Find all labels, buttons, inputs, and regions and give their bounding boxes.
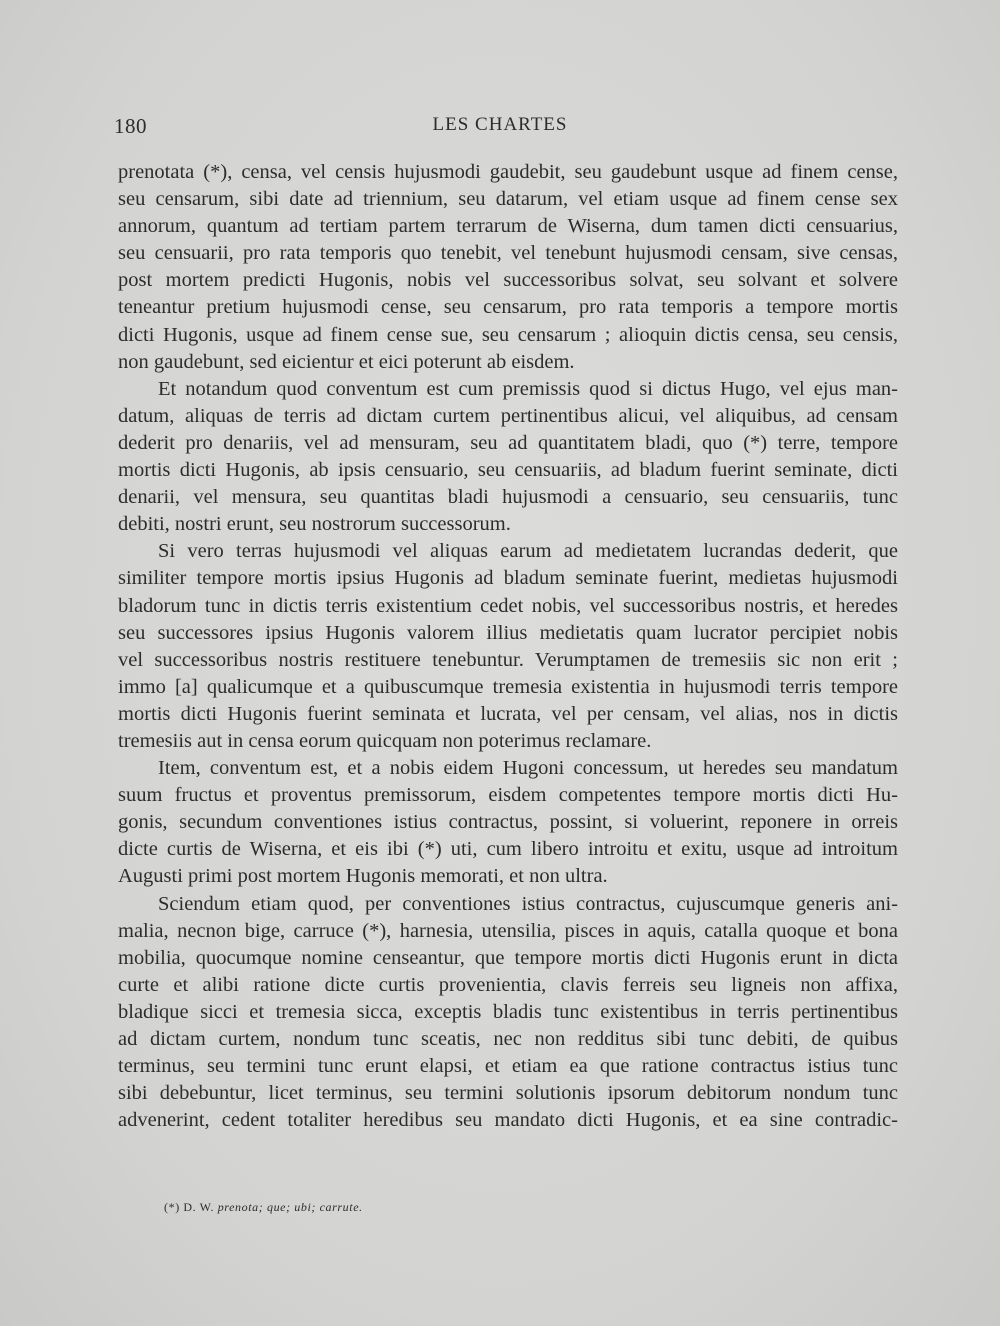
text-line: dicti Hugonis, usque ad finem cense sue, seu censarum ; alioquin dictis censa, seu censis, [118, 323, 898, 346]
footnote-marker: (*) D. W. [164, 1200, 215, 1214]
text-line: similiter tempore mortis ipsius Hugonis ad bladum seminate fuerint, medietas hujusmodi [118, 567, 898, 590]
footnote-text: prenota; que; ubi; carrute. [217, 1200, 363, 1214]
text-line: gonis, secundum conventiones istius contractus, possint, si voluerint, reponere in orreis [118, 811, 898, 834]
charter-text [118, 159, 898, 1134]
text-line: Item, conventum est, et a nobis eidem Hugoni concessum, ut heredes seu mandatum [158, 757, 898, 780]
text-line: suum fructus et proventus premissorum, eisdem competentes tempore mortis dicti Hu- [118, 784, 898, 807]
text-line: ad dictam curtem, nondum tunc sceatis, nec non redditus sibi tunc debiti, de quibus [118, 1028, 898, 1050]
text-line: annorum, quantum ad tertiam partem terrarum de Wiserna, dum tamen dicti censuarius, [118, 215, 898, 238]
text-line: seu successores ipsius Hugonis valorem illius medietatis quam lucrator percipiet nobis [118, 621, 898, 644]
text-line: mobilia, quocumque nomine censeantur, que tempore mortis dicti Hugonis erunt in dicta [118, 946, 898, 969]
text-line: advenerint, cedent totaliter heredibus seu mandato dicti Hugonis, et ea sine contradic- [118, 1109, 898, 1132]
text-line: denarii, vel mensura, seu quantitas bladi hujusmodi a censuario, seu censuariis, tunc [118, 486, 898, 509]
text-line: mortis dicti Hugonis, ab ipsis censuario, seu censuariis, ad bladum fuerint seminate, dicti [118, 459, 898, 482]
text-line: Si vero terras hujusmodi vel aliquas earum ad medietatem lucrandas dederit, que [158, 540, 898, 563]
text-line: prenotata (*), censa, vel censis hujusmodi gaudebit, seu gaudebunt usque ad finem cense, [118, 161, 898, 183]
text-line: Augusti primi post mortem Hugonis memorati, et non ultra. [118, 865, 608, 888]
text-line: dederit pro denariis, vel ad mensuram, seu ad quantitatem bladi, quo (*) terre, tempore [118, 431, 898, 454]
text-line: vel successoribus nostris restituere tenebuntur. Verumptamen de tremesiis sic non erit ; [118, 648, 898, 671]
page-number: 180 [114, 114, 147, 138]
text-line: Sciendum etiam quod, per conventiones istius contractus, cujuscumque generis ani- [158, 892, 898, 915]
text-line: bladique sicci et tremesia sicca, exceptis bladis tunc existentibus in terris pertinentibus [118, 1000, 898, 1023]
text-line: non gaudebunt, sed eicientur et eici poterunt ab eisdem. [118, 350, 575, 373]
text-line: tremesiis aut in censa eorum quicquam non poterimus reclamare. [118, 729, 652, 752]
text-line: curte et alibi ratione dicte curtis provenientia, clavis ferreis seu ligneis non affixa, [118, 973, 898, 996]
text-line: sibi debebuntur, licet terminus, seu termini solutionis ipsorum debitorum nondum tunc [118, 1082, 898, 1105]
text-line: Et notandum quod conventum est cum premissis quod si dictus Hugo, vel ejus man- [158, 377, 898, 400]
text-line: seu censuarii, pro rata temporis quo tenebit, vel tenebunt hujusmodi censam, sive censas, [118, 242, 898, 265]
text-line: teneantur pretium hujusmodi cense, seu censarum, pro rata temporis a tempore mortis [118, 296, 898, 319]
text-line: mortis dicti Hugonis fuerint seminata et lucrata, vel per censam, vel alias, nos in dictis [118, 702, 898, 725]
footnote [164, 1200, 363, 1215]
text-line: datum, aliquas de terris ad dictam curtem pertinentibus alicui, vel aliquibus, ad censam [118, 404, 898, 427]
text-line: malia, necnon bige, carruce (*), harnesia, utensilia, pisces in aquis, catalla quoque et bona [118, 919, 898, 942]
text-line: post mortem predicti Hugonis, nobis vel successoribus solvat, seu solvant et solvere [118, 269, 898, 292]
page-header [0, 114, 1000, 144]
text-line: dicte curtis de Wiserna, et eis ibi (*) uti, cum libero introitu et exitu, usque ad introitum [118, 838, 898, 861]
running-title: LES CHARTES [432, 114, 568, 135]
text-line: bladorum tunc in dictis terris existentium cedet nobis, vel successoribus nostris, et heredes [118, 594, 898, 617]
text-line: seu censarum, sibi date ad triennium, seu datarum, vel etiam usque ad finem cense sex [118, 188, 898, 211]
text-line: immo [a] qualicumque et a quibuscumque tremesia existentia in hujusmodi terris tempore [118, 675, 898, 698]
text-line: terminus, seu termini tunc erunt elapsi, et etiam ea que ratione contractus istius tunc [118, 1055, 898, 1078]
text-line: debiti, nostri erunt, seu nostrorum successorum. [118, 513, 511, 536]
